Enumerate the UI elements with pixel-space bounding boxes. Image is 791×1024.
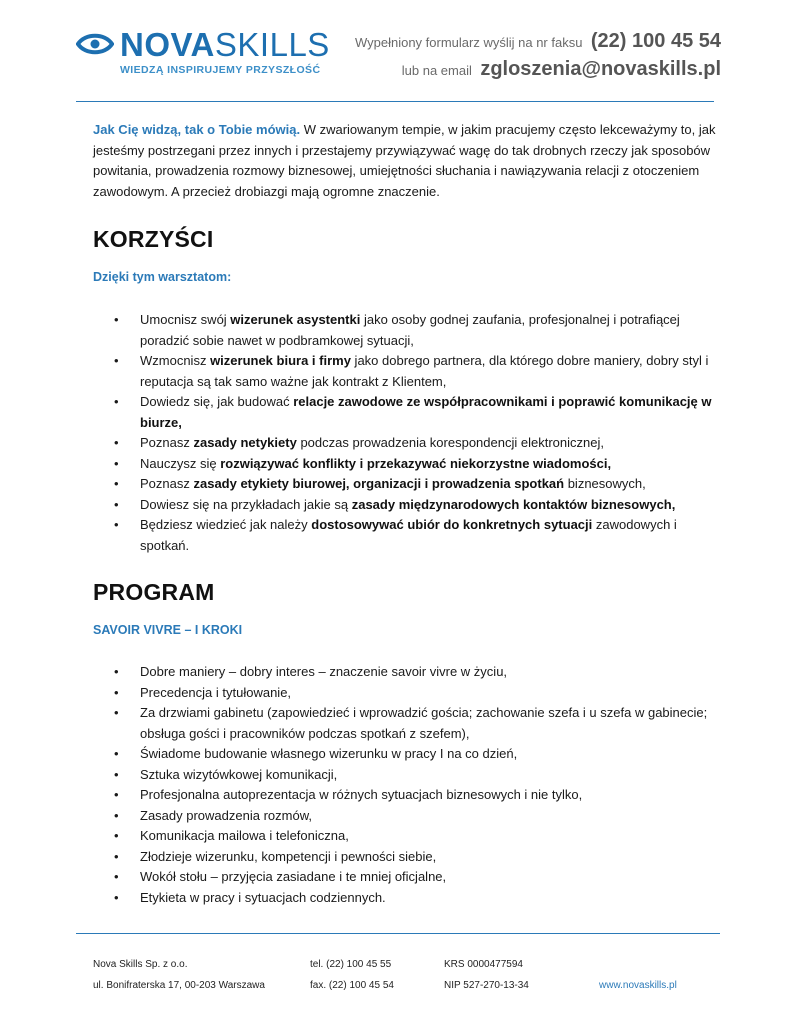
benefit-text: podczas prowadzenia korespondencji elektronicznej, bbox=[296, 435, 604, 450]
program-item: • Złodzieje wizerunku, kompetencji i pewności siebie, bbox=[93, 847, 723, 868]
benefit-text: Dowiedz się, jak budować bbox=[140, 394, 294, 409]
email-link[interactable]: zgloszenia@novaskills.pl bbox=[480, 58, 721, 80]
benefit-text: jako osoby godnej zaufania, profesjonalnej i potrafiącej poradzić sobie nawet w podbramkowej sytuacji, bbox=[140, 312, 680, 348]
benefit-item bbox=[93, 515, 723, 556]
program-item: • Etykieta w pracy i sytuacjach codziennych. bbox=[93, 888, 723, 909]
benefit-emphasis: wizerunek biura i firmy bbox=[210, 353, 351, 368]
logo-brand-light: SKILLS bbox=[214, 26, 330, 63]
email-row bbox=[355, 56, 721, 84]
fax-number: (22) 100 45 54 bbox=[590, 30, 721, 52]
benefit-text: Wzmocnisz bbox=[140, 353, 211, 368]
program-subheading: SAVOIR VIVRE – I KROKI bbox=[93, 623, 243, 637]
benefits-subheading: Dzięki tym warsztatom: bbox=[93, 270, 232, 284]
program-item: • Świadome budowanie własnego wizerunku w pracy I na co dzień, bbox=[93, 744, 723, 765]
program-item: • Sztuka wizytówkowej komunikacji, bbox=[93, 765, 723, 786]
benefit-emphasis: wizerunek asystentki bbox=[230, 312, 361, 327]
footer-divider bbox=[76, 933, 720, 934]
page-header bbox=[0, 0, 791, 104]
program-list bbox=[93, 662, 723, 908]
footer-company: Nova Skills Sp. z o.o. bbox=[93, 959, 188, 970]
footer-company-col bbox=[93, 954, 265, 996]
logo-wordmark bbox=[120, 26, 330, 64]
novaskills-logo[interactable] bbox=[76, 26, 330, 82]
intro-text: W zwariowanym tempie, w jakim pracujemy często lekceważymy to, jak jesteśmy postrzegani przez innych i przestajemy przywiązywać wagę do tak drobnych rzeczy jak sposobów powitania, prowadzenia rozmowy biznesowej, umiejętności słuchania i nawiązywania relacji z otoczeniem zawodowym. A przecież drobiazgi mają ogromne znaczenie. bbox=[93, 122, 716, 199]
footer-fax: fax. (22) 100 45 54 bbox=[310, 980, 394, 991]
benefit-item bbox=[93, 310, 723, 351]
program-item: • Profesjonalna autoprezentacja w różnych sytuacjach biznesowych i nie tylko, bbox=[93, 785, 723, 806]
intro-paragraph bbox=[93, 120, 723, 202]
benefit-text: jako dobrego partnera, dla którego dobre maniery, dobry styl i reputacja są tak samo ważne jak kontrakt z Klientem, bbox=[140, 353, 709, 389]
benefit-emphasis: zasady etykiety biurowej, organizacji i prowadzenia spotkań bbox=[193, 476, 565, 491]
footer-registry-col bbox=[444, 954, 529, 996]
benefit-emphasis: dostosowywać ubiór do konkretnych sytuacji bbox=[311, 517, 593, 532]
intro-lead: Jak Cię widzą, tak o Tobie mówią. bbox=[93, 122, 301, 137]
program-item: • Precedencja i tytułowanie, bbox=[93, 683, 723, 704]
benefits-list bbox=[93, 310, 723, 556]
benefit-emphasis: relacje zawodowe ze współpracownikami i poprawić komunikację w biurze, bbox=[140, 394, 712, 430]
benefit-text: Umocnisz swój bbox=[140, 312, 231, 327]
benefit-item bbox=[93, 351, 723, 392]
benefit-text: Nauczysz się bbox=[140, 455, 221, 471]
main-content bbox=[93, 120, 723, 908]
contact-block bbox=[355, 28, 721, 84]
footer-phone-col bbox=[310, 954, 394, 996]
benefit-text: Będziesz wiedzieć jak należy bbox=[140, 517, 312, 532]
benefit-item bbox=[93, 433, 723, 454]
footer-website-link[interactable]: www.novaskills.pl bbox=[599, 980, 677, 991]
benefit-item bbox=[93, 474, 723, 495]
footer-address: ul. Bonifraterska 17, 00-203 Warszawa bbox=[93, 980, 265, 991]
email-label: lub na email bbox=[401, 63, 472, 78]
program-item: • Zasady prowadzenia rozmów, bbox=[93, 806, 723, 827]
benefit-text: biznesowych, bbox=[564, 476, 646, 491]
logo-brand-bold: NOVA bbox=[120, 26, 215, 63]
program-item: • Za drzwiami gabinetu (zapowiedzieć i wprowadzić gościa; zachowanie szefa i u szefa w gabinecie; obsługa gości i pracowników podczas spotkań z szefem), bbox=[93, 703, 723, 744]
program-item: • Dobre maniery – dobry interes – znaczenie savoir vivre w życiu, bbox=[93, 662, 723, 683]
benefit-emphasis: rozwiązywać konflikty i przekazywać niekorzystne wiadomości, bbox=[220, 455, 612, 471]
footer-nip: NIP 527-270-13-34 bbox=[444, 980, 529, 991]
benefit-emphasis: zasady międzynarodowych kontaktów biznesowych, bbox=[351, 496, 676, 512]
program-item: • Wokół stołu – przyjęcia zasiadane i te mniej oficjalne, bbox=[93, 867, 723, 888]
benefit-item bbox=[93, 454, 723, 475]
eye-logo-icon bbox=[76, 30, 114, 58]
benefit-text: Poznasz bbox=[140, 435, 194, 450]
benefit-emphasis: zasady netykiety bbox=[193, 435, 297, 450]
program-item: • Komunikacja mailowa i telefoniczna, bbox=[93, 826, 723, 847]
program-heading: PROGRAM bbox=[93, 579, 215, 605]
fax-row bbox=[355, 28, 721, 56]
logo-tagline: WIEDZĄ INSPIRUJEMY PRZYSZŁOŚĆ bbox=[120, 64, 321, 76]
benefits-heading: KORZYŚCI bbox=[93, 226, 214, 252]
benefit-text: zawodowych i spotkań. bbox=[140, 517, 677, 553]
fax-label: Wypełniony formularz wyślij na nr faksu bbox=[354, 35, 583, 50]
footer-krs: KRS 0000477594 bbox=[444, 959, 523, 970]
footer-tel: tel. (22) 100 45 55 bbox=[310, 959, 392, 970]
benefit-text: Dowiesz się na przykładach jakie są bbox=[140, 496, 352, 512]
benefit-text: Poznasz bbox=[140, 476, 194, 491]
benefit-item bbox=[93, 392, 723, 433]
benefit-item bbox=[93, 495, 723, 516]
header-divider bbox=[76, 101, 714, 102]
